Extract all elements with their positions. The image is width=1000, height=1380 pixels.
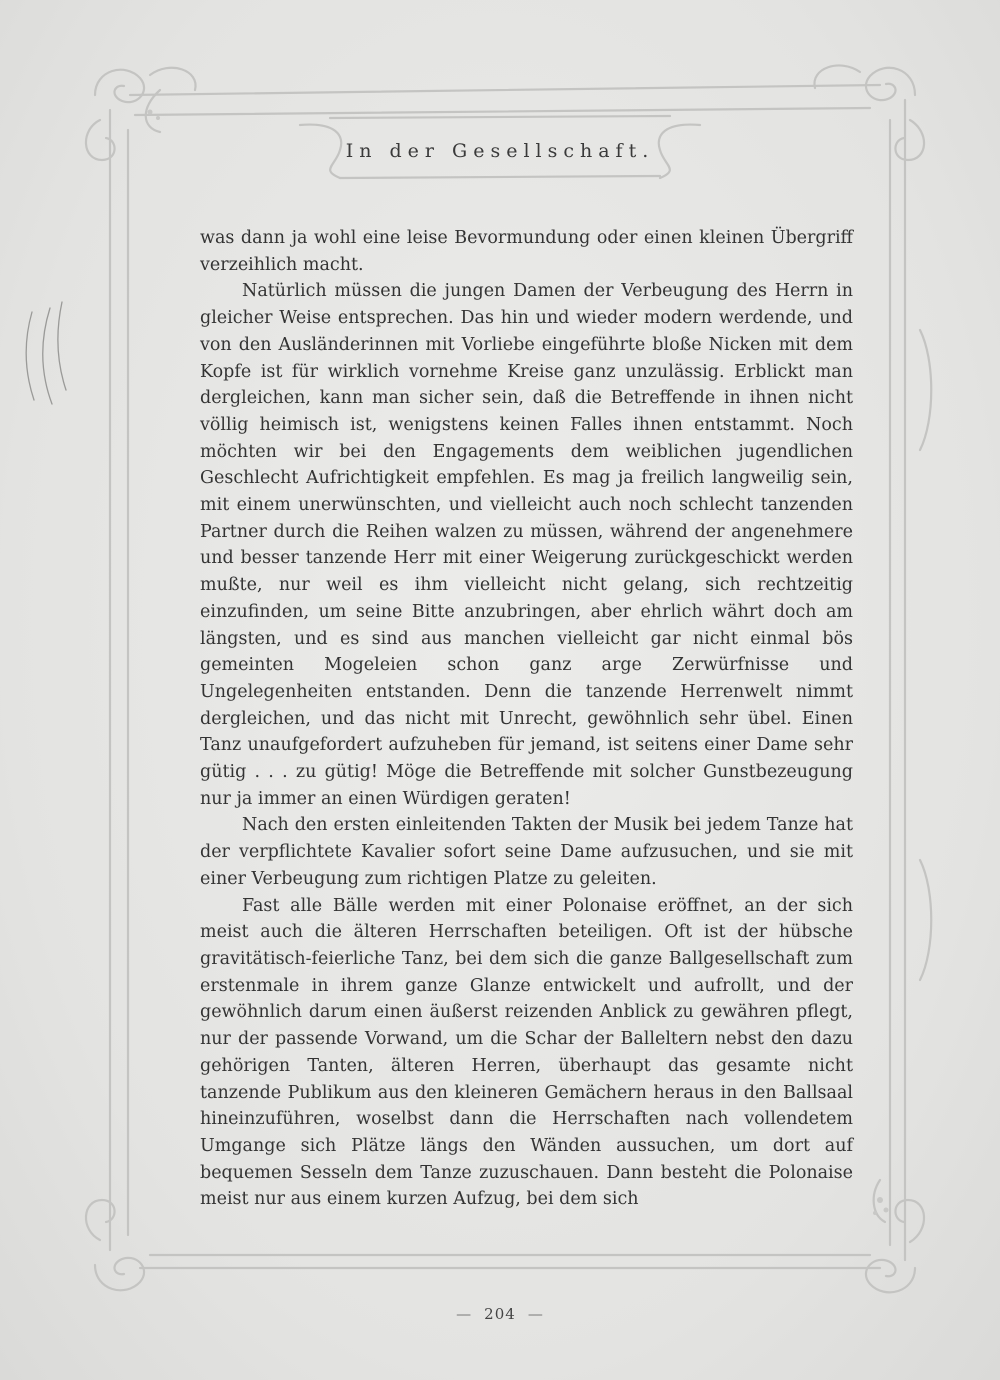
running-header: In der Gesellschaft. [345,140,655,162]
page-number: 204 [484,1305,516,1323]
paragraph: Natürlich müssen die jungen Damen der Verbeugung des Herrn in gleicher Weise entsprechen. Das hin und wieder modern werdende, und von den Ausländerinnen mit Vorliebe eingeführte bloße Nicken mit dem Kopfe ist für wirklich vornehme Kreise ganz unzulässig. Erblickt man dergleichen, kann man sicher sein, daß die Betreffende in ihnen nicht völlig heimisch ist, wenigstens keinen Falles ihnen entstammt. Noch möchten wir bei den Engagements dem weiblichen jugendlichen Geschlecht Aufrichtigkeit empfehlen. Es mag ja freilich langweilig sein, mit einem unerwünschten, und vielleicht auch noch schlecht tanzenden Partner durch die Reihen walzen zu müssen, während der angenehmere und besser tanzende Herr mit einer Weigerung zurückgeschickt werden mußte, nur weil es ihm vielleicht nicht gelang, sich rechtzeitig einzufinden, um seine Bitte anzubringen, aber ehrlich währt doch am längsten, und es sind aus manchen vielleicht gar nicht einmal bös gemeinten Mogeleien schon ganz arge Zerwürfnisse und Ungelegenheiten entstanden. Denn die tanzende Herrenwelt nimmt dergleichen, und das nicht mit Unrecht, gewöhnlich sehr übel. Einen Tanz unaufgefordert aufzuheben für jemand, ist seitens einer Dame sehr gütig . . . zu gütig! Möge die Betreffende mit solcher Gunstbezeugung nur ja immer an einen Würdigen geraten! [200,281,853,809]
margin-pencil-marks [10,300,70,410]
paragraph: Nach den ersten einleitenden Takten der Musik bei jedem Tanze hat der verpflichtete Kavalier sofort seine Dame aufzusuchen, und sie mit einer Verbeugung zum richtigen Platze zu geleiten. [200,815,853,889]
page-footer [400,1305,600,1323]
footer-dash-left: — [456,1305,473,1323]
paragraph: Fast alle Bälle werden mit einer Polonaise eröffnet, an der sich meist auch die älteren Herrschaften beteiligen. Oft ist der hübsche gravitätisch-feierliche Tanz, bei dem sich die ganze Ballgesellschaft zum erstenmale in ihrem ganze Glanze entwickelt und aufrollt, und der gewöhnlich darum einen äußerst reizenden Anblick zu gewähren pflegt, nur der passende Vorwand, um die Schar der Balleltern nebst den dazu gehörigen Tanten, älteren Herren, überhaupt das gesamte nicht tanzende Publikum aus den kleineren Gemächern heraus in den Ballsaal hineinzuführen, woselbst dann die Herrschaften nach vollendetem Umgange sich Plätze längs den Wänden aussuchen, um dort auf bequemen Sesseln dem Tanze zuzuschauen. Dann besteht die Polonaise meist nur aus einem kurzen Aufzug, bei dem sich [200,895,853,1210]
page-body [200,225,853,1213]
paragraph-continuation: was dann ja wohl eine leise Bevormundung oder einen kleinen Übergriff verzeihlich macht. [200,228,853,275]
footer-dash-right: — [527,1305,544,1323]
